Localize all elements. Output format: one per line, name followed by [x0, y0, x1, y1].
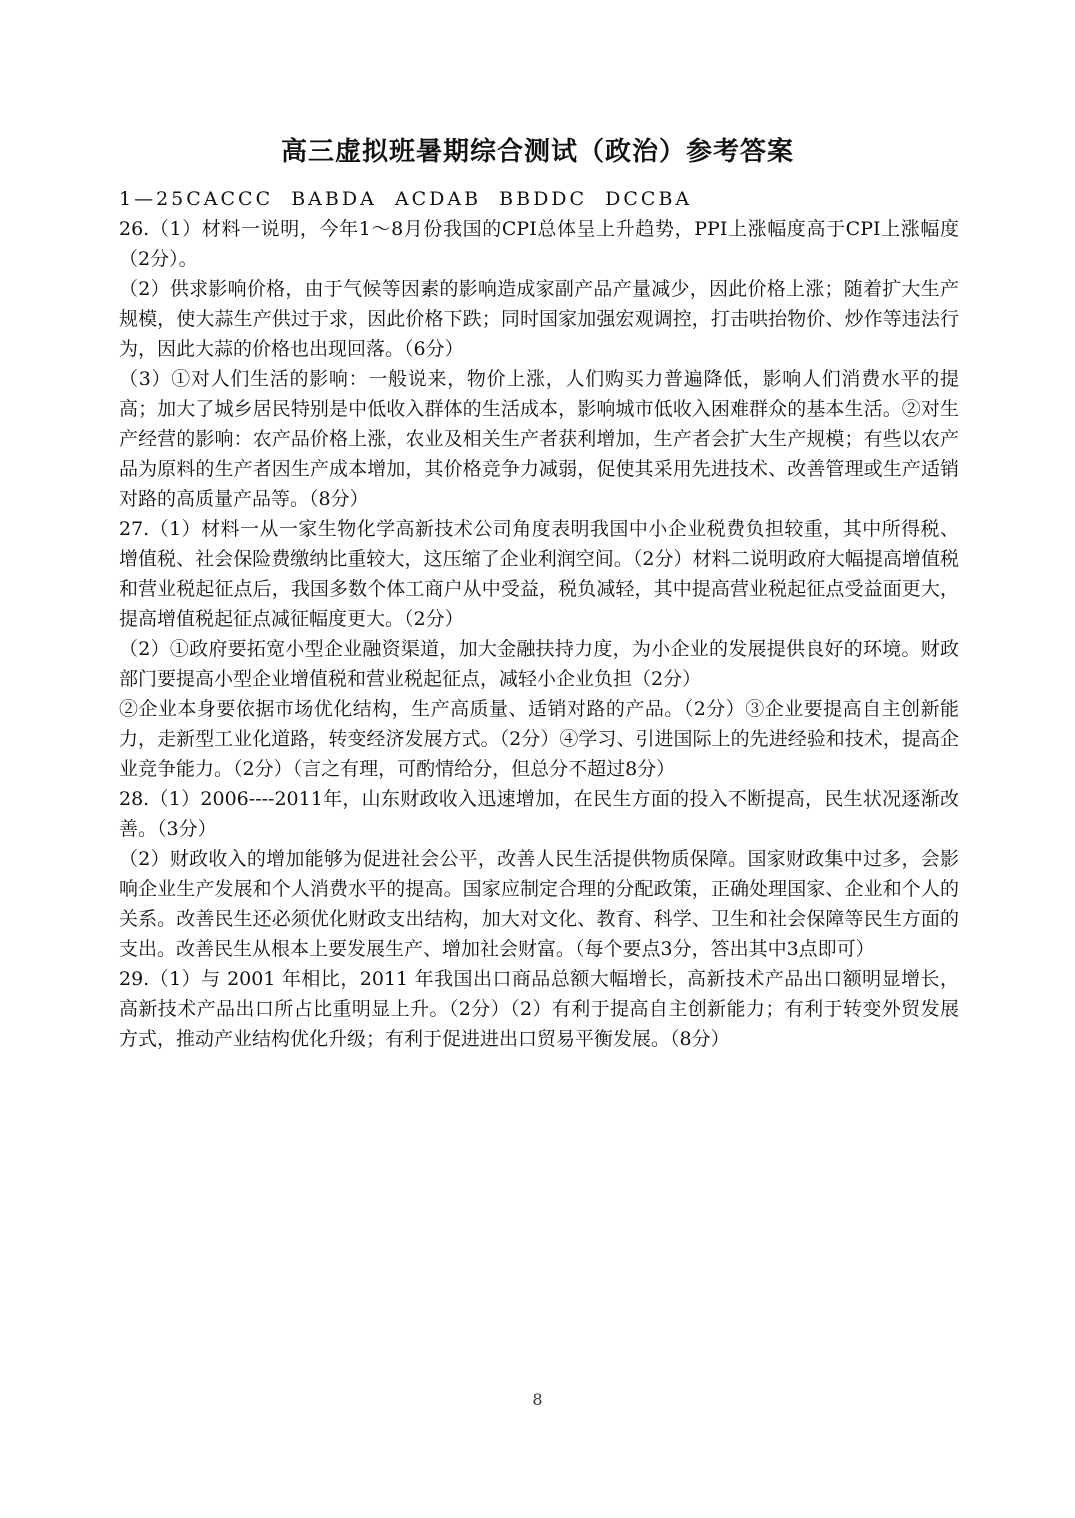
page-number: 8 [532, 1390, 543, 1409]
answer-26-part-3: （3）①对人们生活的影响：一般说来，物价上涨，人们购买力普遍降低，影响人们消费水平的提高；加大了城乡居民特别是中低收入群体的生活成本，影响城市低收入困难群众的基本生活。②对生产经营的影响：农产品价格上涨，农业及相关生产者获利增加，生产者会扩大生产规模；有些以农产品为原料的生产者因生产成本增加，其价格竞争力减弱，促使其采用先进技术、改善管理或生产适销对路的高质量产品等。（8分） [119, 368, 959, 510]
document-title: 高三虚拟班暑期综合测试（政治）参考答案 [280, 137, 794, 167]
answer-content [119, 184, 959, 1054]
answer-28-part-2: （2）财政收入的增加能够为促进社会公平，改善人民生活提供物质保障。国家财政集中过多，会影响企业生产发展和个人消费水平的提高。国家应制定合理的分配政策，正确处理国家、企业和个人的关系。改善民生还必须优化财政支出结构，加大对文化、教育、科学、卫生和社会保障等民生方面的支出。改善民生从根本上要发展生产、增加社会财富。（每个要点3分，答出其中3点即可） [119, 848, 959, 960]
answer-27-part-2-continued: ②企业本身要依据市场优化结构，生产高质量、适销对路的产品。（2分）③企业要提高自主创新能力，走新型工业化道路，转变经济发展方式。（2分）④学习、引进国际上的先进经验和技术，提高企业竞争能力。（2分）（言之有理，可酌情给分，但总分不超过8分） [119, 698, 959, 780]
answer-27-part-2: （2）①政府要拓宽小型企业融资渠道，加大金融扶持力度，为小企业的发展提供良好的环境。财政部门要提高小型企业增值税和营业税起征点，减轻小企业负担（2分） [119, 638, 959, 690]
answer-27-part-1: 27.（1）材料一从一家生物化学高新技术公司角度表明我国中小企业税费负担较重，其中所得税、增值税、社会保险费缴纳比重较大，这压缩了企业利润空间。（2分）材料二说明政府大幅提高增值税和营业税起征点后，我国多数个体工商户从中受益，税负减轻，其中提高营业税起征点受益面更大，提高增值税起征点减征幅度更大。（2分） [119, 518, 959, 630]
answer-28-part-1: 28.（1）2006----2011年，山东财政收入迅速增加，在民生方面的投入不断提高，民生状况逐渐改善。（3分） [119, 788, 959, 840]
answer-29: 29.（1）与 2001 年相比，2011 年我国出口商品总额大幅增长，高新技术产品出口额明显增长，高新技术产品出口所占比重明显上升。（2分）（2）有利于提高自主创新能力；有利于转变外贸发展方式，推动产业结构优化升级；有利于促进进出口贸易平衡发展。（8分） [119, 968, 959, 1050]
answer-26-part-2: （2）供求影响价格，由于气候等因素的影响造成家副产品产量减少，因此价格上涨；随着扩大生产规模，使大蒜生产供过于求，因此价格下跌；同时国家加强宏观调控，打击哄抬物价、炒作等违法行为，因此大蒜的价格也出现回落。（6分） [119, 278, 959, 360]
answer-26-part-1: 26.（1）材料一说明，今年1～8月份我国的CPI总体呈上升趋势，PPI上涨幅度高于CPI上涨幅度（2分）。 [119, 218, 959, 270]
multiple-choice-answers: 1—25CACCC BABDA ACDAB BBDDC DCCBA [119, 188, 693, 210]
